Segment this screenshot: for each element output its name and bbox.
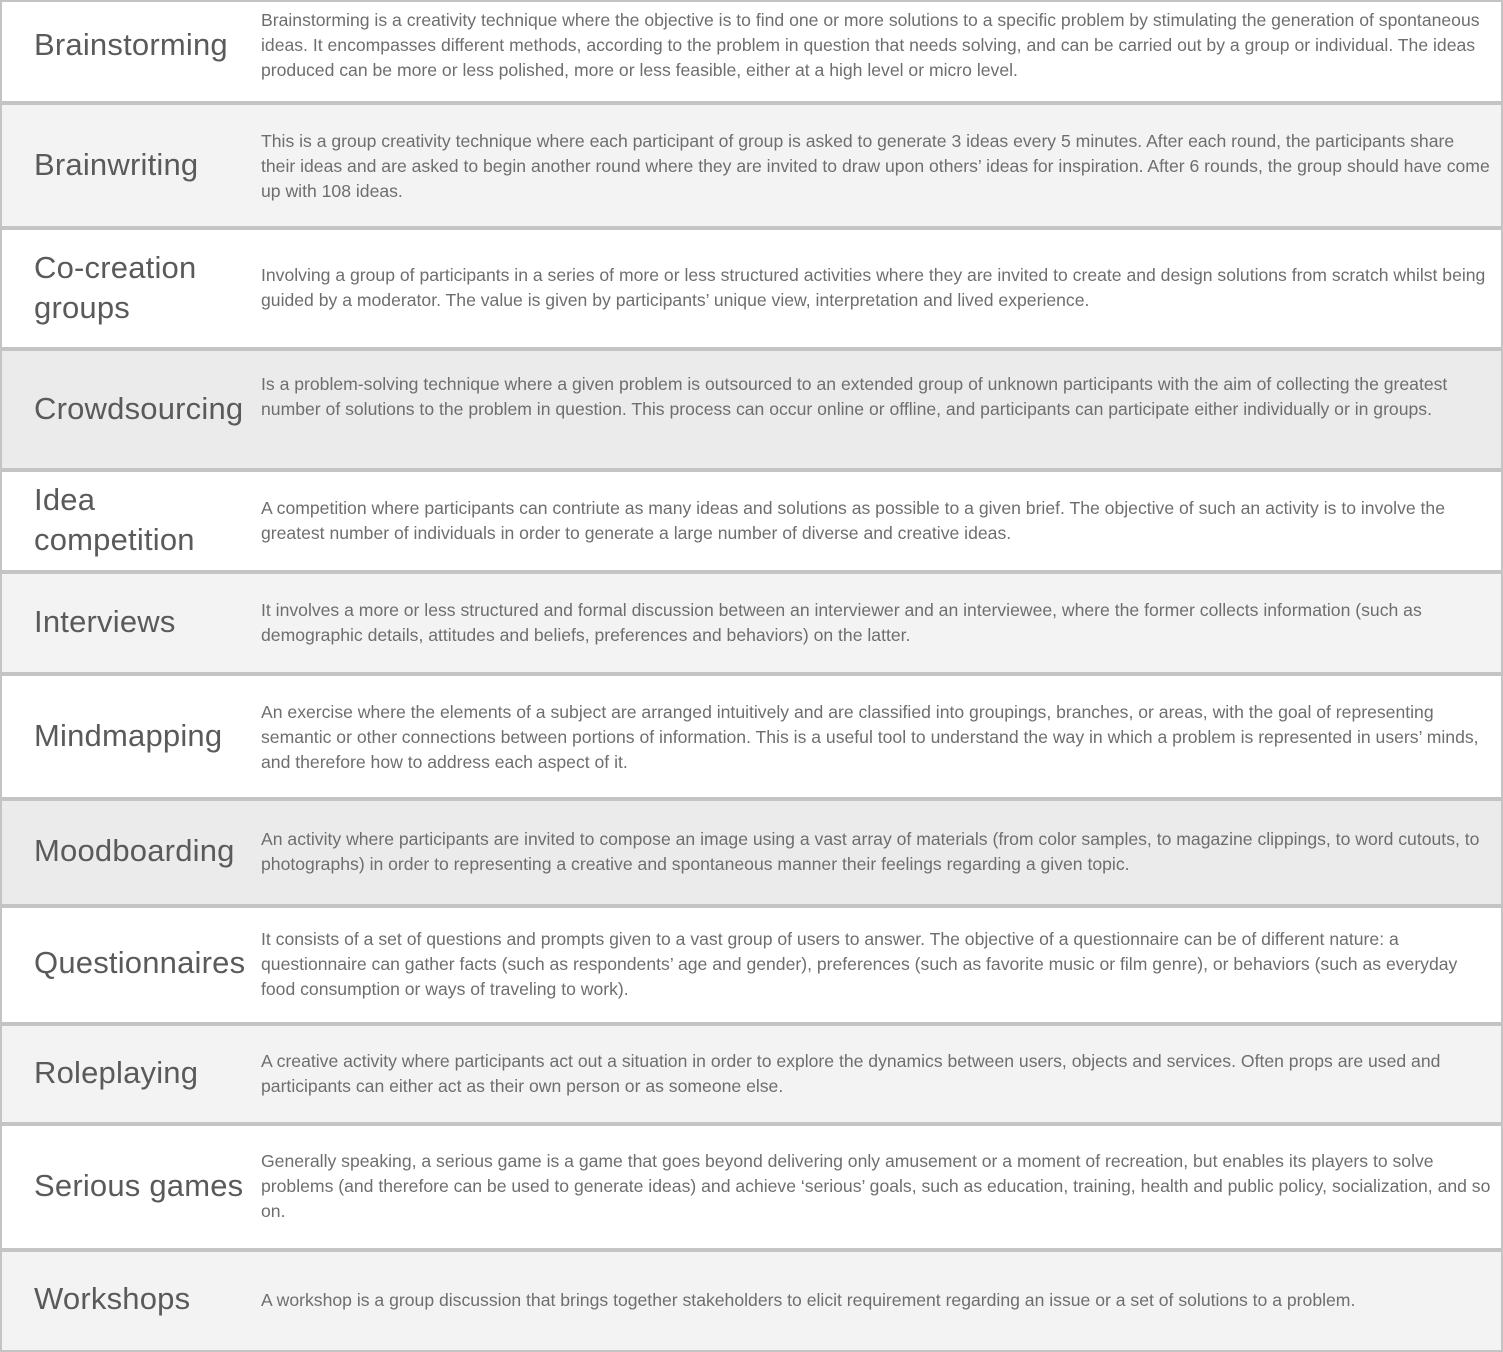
table-row [0,228,1503,349]
term-description: It involves a more or less structured and formal discussion between an interviewer and an interviewee, where the former collects information (such as demographic details, attitudes and beliefs, preferences and behaviors) on the latter. [261,600,1422,645]
term-label: Brainwriting [34,147,199,182]
table-row [0,470,1503,572]
table-row [0,0,1503,103]
term-label: Brainstorming [34,27,228,62]
table-row [0,349,1503,470]
term-label: Interviews [34,604,176,639]
term-label: Questionnaires [34,945,246,980]
term-label: Co-creation groups [34,250,197,325]
table-row [0,1024,1503,1124]
term-label: Serious games [34,1168,244,1203]
term-label: Crowdsourcing [34,391,244,426]
term-label: Moodboarding [34,833,235,868]
term-description: This is a group creativity technique where each participant of group is asked to generate 3 ideas every 5 minutes. After each round, the participants share their ideas and are asked to begin another round where they are invited to draw upon others’ ideas for inspiration. After 6 rounds, the group should have come up with 108 ideas. [261,131,1490,201]
term-label: Mindmapping [34,718,223,753]
table-row [0,1250,1503,1352]
term-description: A creative activity where participants act out a situation in order to explore the dynamics between users, objects and services. Often props are used and participants can either act as their own person or as someone else. [261,1051,1441,1096]
term-label: Roleplaying [34,1055,199,1090]
term-description: An activity where participants are invited to compose an image using a vast array of materials (from color samples, to magazine clippings, to word cutouts, to photographs) in order to representing a creative and spontaneous manner their feelings regarding a given topic. [261,829,1480,874]
term-label: Idea competition [34,482,195,557]
table-row [0,572,1503,674]
term-description: Brainstorming is a creativity technique where the objective is to find one or more solutions to a specific problem by stimulating the generation of spontaneous ideas. It encompasses different methods, according to the problem in question that needs solving, and can be carried out by a group or individual. The ideas produced can be more or less polished, more or less feasible, either at a high level or micro level. [261,10,1480,80]
table-row [0,1124,1503,1250]
term-label: Workshops [34,1281,191,1316]
term-description: Is a problem-solving technique where a given problem is outsourced to an extended group of unknown participants with the aim of collecting the greatest number of solutions to the problem in question. This process can occur online or offline, and participants can participate either individually or in groups. [261,374,1448,419]
table-row [0,906,1503,1024]
term-description: Generally speaking, a serious game is a game that goes beyond delivering only amusement or a moment of recreation, but enables its players to solve problems (and therefore can be used to generate ideas) and achieve ‘serious’ goals, such as education, training, health and public policy, socialization, and so on. [261,1151,1491,1221]
table-row [0,799,1503,906]
table-row [0,103,1503,228]
term-description: A workshop is a group discussion that brings together stakeholders to elicit requirement regarding an issue or a set of solutions to a problem. [261,1290,1356,1310]
term-description: An exercise where the elements of a subject are arranged intuitively and are classified into groupings, branches, or areas, with the goal of representing semantic or other connections between portions of information. This is a useful tool to understand the way in which a problem is represented in users’ minds, and therefore how to address each aspect of it. [261,702,1479,772]
table-row [0,674,1503,799]
term-description: A competition where participants can contriute as many ideas and solutions as possible to a given brief. The objective of such an activity is to involve the greatest number of individuals in order to generate a large number of diverse and creative ideas. [261,498,1445,543]
term-description: Involving a group of participants in a series of more or less structured activities where they are invited to create and design solutions from scratch whilst being guided by a moderator. The value is given by participants’ unique view, interpretation and lived experience. [261,265,1486,310]
term-description: It consists of a set of questions and prompts given to a vast group of users to answer. The objective of a questionnaire can be of different nature: a questionnaire can gather facts (such as respondents’ age and gender), preferences (such as favorite music or film genre), or behaviors (such as everyday food consumption or ways of traveling to work). [261,929,1458,999]
